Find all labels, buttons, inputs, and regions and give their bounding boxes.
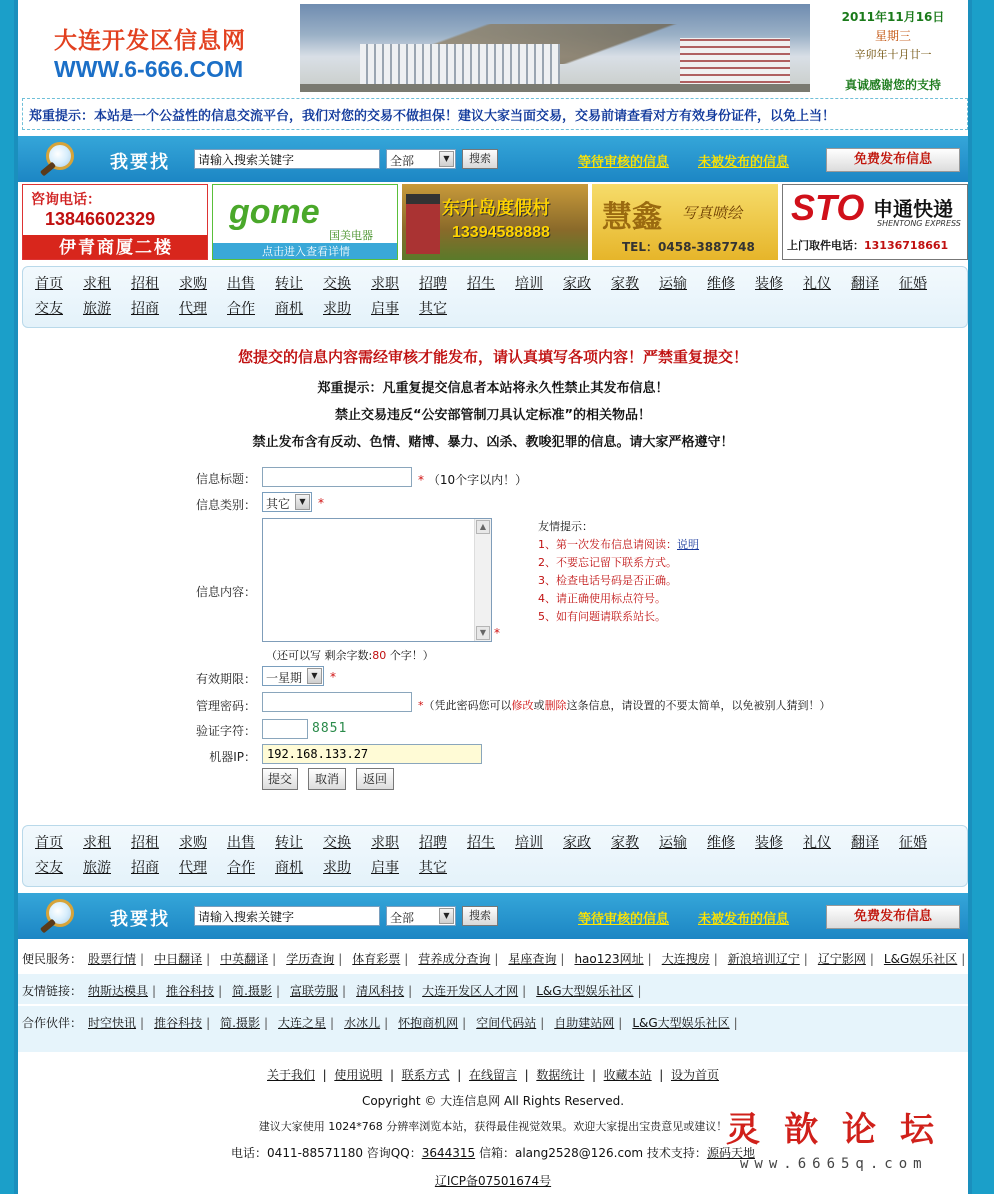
ad-banner-sto[interactable]	[782, 184, 968, 260]
gome-logo: gome	[229, 193, 320, 231]
sto-logo: STO	[791, 187, 865, 228]
services-link[interactable]: 中英翻译	[220, 952, 269, 966]
partners-link[interactable]: 推谷科技	[154, 1016, 203, 1030]
ad-banner-mall[interactable]	[22, 184, 208, 260]
services-label: 便民服务：	[22, 952, 83, 966]
chevron-down-icon: ▼	[439, 908, 454, 924]
separator: |	[140, 1016, 145, 1030]
required-mark: *	[494, 626, 500, 640]
search-bar-bottom	[18, 893, 968, 939]
review-warning: 您提交的信息内容需经审核才能发布，请认真填写各项内容！严禁重复提交！	[237, 348, 748, 366]
separator: |	[803, 952, 808, 966]
header-banner-image	[300, 4, 810, 92]
category-link[interactable]: 启事	[371, 860, 399, 876]
textarea-scrollbar[interactable]	[474, 519, 491, 641]
category-link[interactable]: 商机	[275, 860, 303, 876]
ad-banner-print[interactable]	[592, 184, 778, 260]
category-link[interactable]: 培训	[515, 276, 543, 292]
separator: |	[263, 1016, 269, 1030]
tip-item: 5、如有问题请联系站长。	[538, 610, 666, 623]
friends-link[interactable]: 纳斯达模具	[88, 984, 149, 998]
friends-link[interactable]: L&G大型娱乐社区	[536, 984, 634, 998]
category-link[interactable]: 求购	[179, 835, 207, 851]
header	[18, 0, 968, 96]
separator: |	[404, 952, 409, 966]
contact-prefix: 电话：0411-88571180 咨询QQ：	[231, 1146, 422, 1160]
sto-footer-label: 上门取件电话：	[787, 239, 864, 252]
category-link[interactable]: 培训	[515, 835, 543, 851]
separator: |	[522, 984, 527, 998]
category-link[interactable]: 出售	[227, 835, 255, 851]
resolution-suggestion: 建议大家使用 1024*768 分辨率浏览本站，获得最佳视觉效果。欢迎大家提出宝贵意见或建议！	[258, 1120, 728, 1133]
tip-item: 3、检查电话号码是否正确。	[538, 574, 677, 587]
separator: |	[462, 1016, 467, 1030]
watermark-url: www.6665q.com	[740, 1156, 928, 1172]
support-link[interactable]: 源码天地	[706, 1146, 755, 1160]
ad-mall-location: 伊青商厦二楼	[23, 235, 208, 260]
category-link[interactable]: 求租	[83, 835, 111, 851]
separator: |	[330, 1016, 335, 1030]
partners-link[interactable]: 空间代码站	[476, 1016, 537, 1030]
footer-link[interactable]: 数据统计	[536, 1068, 585, 1082]
unpublished-info-link[interactable]: 未被发布的信息	[698, 155, 790, 170]
content-warning: 禁止发布含有反动、色情、赌博、暴力、凶杀、教唆犯罪的信息。请大家严格遵守！	[252, 435, 734, 450]
separator: |	[651, 1068, 671, 1082]
category-link[interactable]: 首页	[35, 276, 63, 292]
expire-select[interactable]	[262, 666, 324, 686]
category-link[interactable]: 求职	[371, 835, 399, 851]
magnifier-icon	[36, 140, 80, 180]
separator: |	[338, 952, 343, 966]
partners-link[interactable]: 自助建站网	[554, 1016, 615, 1030]
watermark-text: 灵歆论坛	[726, 1110, 958, 1150]
remain-count: 80	[372, 649, 387, 662]
tip-item: 4、请正确使用标点符号。	[538, 592, 666, 605]
friends-link[interactable]: 简.摄影	[232, 984, 272, 998]
required-mark: *	[418, 699, 424, 712]
separator: |	[733, 1016, 738, 1030]
current-weekday: 星期三	[874, 29, 911, 43]
title-hint	[418, 471, 527, 488]
chevron-down-icon: ▼	[307, 668, 322, 684]
title-input[interactable]	[262, 467, 412, 487]
services-link[interactable]: 大连搜房	[661, 952, 710, 966]
category-link[interactable]: 维修	[707, 835, 735, 851]
category-link[interactable]: 家教	[611, 276, 639, 292]
footer-link[interactable]: 使用说明	[334, 1068, 383, 1082]
date-block	[818, 8, 968, 93]
tip-item: 2、不要忘记留下联系方式。	[538, 556, 677, 569]
page	[14, 0, 972, 1194]
separator: |	[637, 984, 642, 998]
chevron-down-icon: ▼	[439, 151, 454, 167]
tips-heading: 友情提示：	[538, 520, 593, 533]
gome-footer: 点击进入查看详情	[213, 243, 398, 260]
category-nav-top	[22, 266, 968, 328]
category-link[interactable]: 转让	[275, 276, 303, 292]
separator: |	[382, 1068, 402, 1082]
partners-row	[18, 1006, 968, 1052]
friends-link[interactable]: 推谷科技	[166, 984, 215, 998]
ad-strip	[22, 184, 968, 260]
sto-footer-phone: 13136718661	[864, 239, 949, 252]
separator: |	[449, 1068, 469, 1082]
category-link[interactable]: 转让	[275, 835, 303, 851]
pending-info-link[interactable]: 等待审核的信息	[578, 912, 670, 927]
print-subtitle: 写真喷绘	[682, 204, 743, 222]
category-link[interactable]: 首页	[35, 835, 63, 851]
category-link[interactable]: 家政	[563, 276, 591, 292]
content-label: 信息内容：	[195, 585, 256, 599]
knife-warning: 禁止交易违反“公安部管制刀具认定标准”的相关物品！	[334, 408, 652, 423]
ip-label: 机器IP：	[209, 750, 256, 764]
footer-link[interactable]: 收藏本站	[603, 1068, 652, 1082]
separator: |	[713, 952, 718, 966]
icp-link[interactable]: 辽ICP备07501674号	[434, 1174, 552, 1188]
separator: |	[584, 1068, 604, 1082]
category-nav-bottom	[22, 825, 968, 887]
category-link[interactable]: 旅游	[83, 301, 111, 317]
expire-label: 有效期限：	[195, 672, 256, 686]
footer-link[interactable]: 在线留言	[468, 1068, 517, 1082]
resort-title: 东升岛度假村	[442, 198, 550, 219]
friends-link[interactable]: 大连开发区人才网	[422, 984, 519, 998]
separator: |	[517, 1068, 537, 1082]
services-link[interactable]: 中日翻译	[154, 952, 203, 966]
ip-input[interactable]	[262, 744, 482, 764]
category-link[interactable]: 商机	[275, 301, 303, 317]
footer-link[interactable]: 设为首页	[670, 1068, 719, 1082]
category-link[interactable]: 交换	[323, 835, 351, 851]
separator: |	[206, 1016, 211, 1030]
category-link[interactable]: 招商	[131, 860, 159, 876]
search-input[interactable]	[194, 149, 380, 169]
search-category-select[interactable]	[386, 906, 456, 926]
separator: |	[961, 952, 966, 966]
category-link[interactable]: 求职	[371, 276, 399, 292]
search-input[interactable]	[194, 906, 380, 926]
friends-link[interactable]: 富联劳服	[290, 984, 339, 998]
icp-row	[18, 1172, 968, 1189]
category-link[interactable]: 翻译	[851, 276, 879, 292]
category-link[interactable]: 招聘	[419, 835, 447, 851]
category-link[interactable]: 翻译	[851, 835, 879, 851]
tips-box	[538, 518, 838, 626]
sto-footer	[787, 237, 948, 253]
services-link[interactable]: 学历查询	[286, 952, 335, 966]
category-link[interactable]: 求助	[323, 301, 351, 317]
category-link[interactable]: 出售	[227, 276, 255, 292]
category-link[interactable]: 招租	[131, 276, 159, 292]
separator: |	[315, 1068, 335, 1082]
footer-link[interactable]: 联系方式	[401, 1068, 450, 1082]
tip-item-1-text: 1、第一次发布信息请阅读：	[538, 538, 677, 551]
separator: |	[869, 952, 874, 966]
category-link[interactable]: 礼仪	[803, 276, 831, 292]
separator: |	[342, 984, 347, 998]
gome-cn-name: 国美电器	[329, 229, 373, 242]
separator: |	[560, 952, 565, 966]
tip-item	[538, 536, 838, 554]
category-link[interactable]: 其它	[419, 860, 447, 876]
category-link[interactable]: 求购	[179, 276, 207, 292]
category-link[interactable]: 其它	[419, 301, 447, 317]
password-input[interactable]	[262, 692, 412, 712]
search-label: 我要找	[110, 909, 170, 930]
separator: |	[218, 984, 223, 998]
category-row	[35, 298, 967, 323]
type-label: 信息类别：	[195, 498, 256, 512]
password-hint-delete: 删除	[544, 699, 567, 712]
search-button[interactable]: 搜索	[462, 906, 498, 926]
services-link[interactable]: hao123网址	[574, 952, 644, 966]
partners-link[interactable]: 简.摄影	[220, 1016, 260, 1030]
content-textarea[interactable]	[262, 518, 492, 642]
category-link[interactable]: 交换	[323, 276, 351, 292]
category-link[interactable]: 求助	[323, 860, 351, 876]
partners-link[interactable]: 怀抱商机网	[398, 1016, 459, 1030]
ad-mall-title: 咨询电话：	[31, 192, 101, 208]
contact-mid: 信箱：alang2528@126.com 技术支持：	[475, 1146, 707, 1160]
separator: |	[384, 1016, 389, 1030]
footer-link[interactable]: 关于我们	[267, 1068, 316, 1082]
remain-prefix: （还可以写 剩余字数:	[266, 649, 373, 662]
instructions-link[interactable]: 说明	[677, 538, 699, 551]
category-link[interactable]: 招生	[467, 276, 495, 292]
magnifier-icon	[36, 897, 80, 937]
sto-cn-name: 申通快递	[873, 197, 953, 221]
category-link[interactable]: 旅游	[83, 860, 111, 876]
category-link[interactable]: 运输	[659, 276, 687, 292]
category-link[interactable]: 招生	[467, 835, 495, 851]
submit-button[interactable]: 提交	[262, 768, 298, 790]
site-url[interactable]: WWW.6-666.COM	[54, 56, 244, 82]
services-link[interactable]: 辽宁影网	[817, 952, 866, 966]
category-link[interactable]: 合作	[227, 860, 255, 876]
unpublished-info-link[interactable]: 未被发布的信息	[698, 912, 790, 927]
category-link[interactable]: 征婚	[899, 276, 927, 292]
title-hint-text: （10个字以内！）	[427, 473, 528, 487]
remaining-chars	[266, 647, 434, 663]
search-label: 我要找	[110, 152, 170, 173]
category-row	[35, 857, 967, 882]
separator: |	[140, 952, 145, 966]
house-icon	[406, 194, 440, 254]
category-link[interactable]: 代理	[179, 860, 207, 876]
separator: |	[618, 1016, 623, 1030]
chevron-down-icon: ▼	[295, 494, 310, 510]
category-link[interactable]: 代理	[179, 301, 207, 317]
category-link[interactable]: 礼仪	[803, 835, 831, 851]
separator: |	[206, 952, 211, 966]
publish-button[interactable]: 免费发布信息	[826, 148, 960, 172]
separator: |	[647, 952, 652, 966]
services-link[interactable]: 体育彩票	[352, 952, 401, 966]
copyright: Copyright © 大连信息网 All Rights Reserved.	[361, 1094, 625, 1108]
ad-mall-phone: 13846602329	[45, 209, 156, 229]
captcha-label: 验证字符：	[195, 724, 256, 738]
services-link[interactable]: 新浪培训辽宁	[727, 952, 800, 966]
friends-row	[18, 974, 968, 1004]
separator: |	[275, 984, 281, 998]
search-category-value: 全部	[390, 911, 415, 925]
category-link[interactable]: 启事	[371, 301, 399, 317]
friends-label: 友情链接：	[22, 984, 83, 998]
category-row	[35, 832, 967, 857]
services-link[interactable]: 股票行情	[88, 952, 137, 966]
services-row	[18, 942, 968, 972]
cancel-button[interactable]: 取消	[308, 768, 346, 790]
title-label: 信息标题：	[195, 472, 256, 486]
back-button[interactable]: 返回	[356, 768, 394, 790]
services-link[interactable]: 星座查询	[508, 952, 557, 966]
search-category-value: 全部	[390, 154, 415, 168]
category-link[interactable]: 招聘	[419, 276, 447, 292]
qq-link[interactable]: 3644315	[421, 1146, 476, 1160]
scroll-up-icon[interactable]: ▲	[476, 520, 490, 534]
separator: |	[272, 952, 277, 966]
services-link[interactable]: 营养成分查询	[418, 952, 491, 966]
duplicate-warning: 郑重提示：凡重复提交信息者本站将永久性禁止其发布信息！	[317, 381, 669, 396]
category-link[interactable]: 征婚	[899, 835, 927, 851]
publish-button[interactable]: 免费发布信息	[826, 905, 960, 929]
ad-banner-gome[interactable]	[212, 184, 398, 260]
captcha-image: 8851	[312, 721, 348, 736]
resort-phone: 13394588888	[452, 224, 550, 241]
site-name[interactable]: 大连开发区信息网	[54, 28, 246, 54]
category-link[interactable]: 家政	[563, 835, 591, 851]
thanks-text: 真诚感谢您的支持	[844, 78, 941, 92]
required-mark: *	[330, 670, 336, 684]
separator: |	[152, 984, 157, 998]
category-link[interactable]: 装修	[755, 835, 783, 851]
category-link[interactable]: 交友	[35, 301, 63, 317]
disclaimer-notice: 郑重提示：本站是一个公益性的信息交流平台，我们对您的交易不做担保！建议大家当面交易，交易前请查看对方有效身份证件，以免上当！	[22, 98, 968, 130]
partners-link[interactable]: 水冰儿	[344, 1016, 381, 1030]
remain-suffix: 个字！）	[389, 649, 434, 662]
separator: |	[408, 984, 413, 998]
search-button[interactable]: 搜索	[462, 149, 498, 169]
lunar-date: 辛卯年十月廿一	[854, 48, 932, 61]
expire-select-value: 一星期	[266, 671, 303, 685]
search-category-select[interactable]	[386, 149, 456, 169]
separator: |	[494, 952, 499, 966]
partners-link[interactable]: L&G大型娱乐社区	[632, 1016, 730, 1030]
password-hint-a: （凭此密码您可以	[423, 699, 512, 712]
category-link[interactable]: 维修	[707, 276, 735, 292]
category-link[interactable]: 招租	[131, 835, 159, 851]
current-date: 2011年11月16日	[841, 10, 945, 24]
password-hint	[418, 697, 831, 713]
required-mark: *	[418, 473, 424, 487]
password-hint-b: 这条信息，请设置的不要太简单，以免被别人猜到！）	[566, 699, 831, 712]
print-phone: TEL：0458-3887748	[622, 240, 755, 254]
category-link[interactable]: 交友	[35, 860, 63, 876]
services-link[interactable]: L&G娱乐社区	[883, 952, 958, 966]
category-link[interactable]: 招商	[131, 301, 159, 317]
partners-link[interactable]: 时空快讯	[88, 1016, 137, 1030]
captcha-input[interactable]	[262, 719, 308, 739]
footer-links	[18, 1066, 968, 1083]
password-hint-or: 或	[533, 699, 545, 712]
password-hint-edit: 修改	[511, 699, 534, 712]
ad-banner-resort[interactable]	[402, 184, 588, 260]
password-label: 管理密码：	[195, 699, 256, 713]
category-link[interactable]: 家教	[611, 835, 639, 851]
category-link[interactable]: 求租	[83, 276, 111, 292]
friends-link[interactable]: 清风科技	[356, 984, 405, 998]
separator: |	[540, 1016, 545, 1030]
sto-en-name: SHENTONG EXPRESS	[877, 219, 961, 228]
print-title: 慧鑫	[602, 200, 662, 235]
category-link[interactable]: 装修	[755, 276, 783, 292]
type-select-value: 其它	[266, 497, 291, 511]
pending-info-link[interactable]: 等待审核的信息	[578, 155, 670, 170]
required-mark: *	[318, 496, 324, 510]
category-row	[35, 273, 967, 298]
category-link[interactable]: 运输	[659, 835, 687, 851]
search-bar-top	[18, 136, 968, 182]
scroll-down-icon[interactable]: ▼	[476, 626, 490, 640]
partners-link[interactable]: 大连之星	[278, 1016, 327, 1030]
type-select[interactable]	[262, 492, 312, 512]
partners-label: 合作伙伴：	[22, 1016, 83, 1030]
category-link[interactable]: 合作	[227, 301, 255, 317]
